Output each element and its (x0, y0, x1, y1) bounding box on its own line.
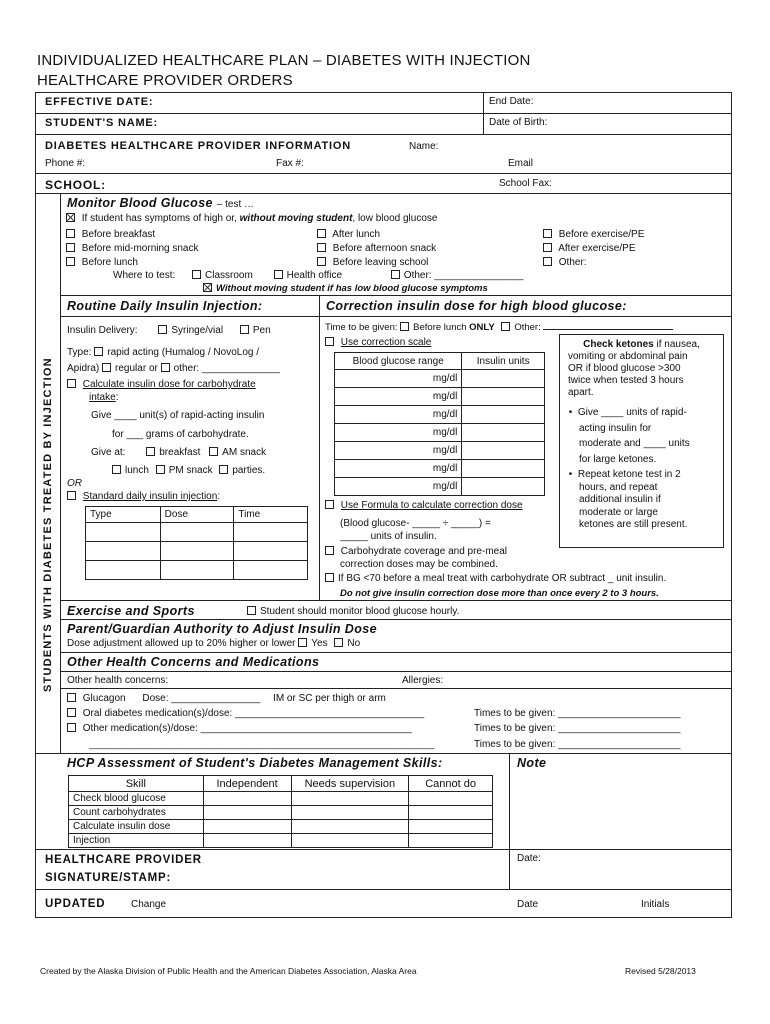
end-date-label: End Date: (489, 96, 534, 107)
date-of-birth-label: Date of Birth: (489, 117, 548, 128)
skill-cell[interactable] (203, 806, 291, 820)
bg-range-cell[interactable]: mg/dl (335, 370, 462, 388)
dose-cell[interactable] (86, 523, 161, 542)
before-lunch-only-checkbox[interactable] (400, 322, 409, 331)
glucagon-checkbox[interactable] (67, 693, 76, 702)
skill-cell[interactable] (409, 806, 493, 820)
glucagon-row: Glucagon Dose: ________________ IM or SC per thigh or arm (67, 693, 386, 704)
where-to-test-row: Where to test: Classroom Health office Other: ________________ (113, 270, 524, 281)
skill-cell[interactable] (203, 820, 291, 834)
skill-cell[interactable] (291, 792, 409, 806)
carb-coverage-checkbox[interactable] (325, 546, 334, 555)
skill-cell[interactable] (203, 834, 291, 848)
carb-coverage-row: Carbohydrate coverage and pre-meal correction doses may be combined. (325, 545, 507, 571)
other-type-checkbox[interactable] (161, 363, 170, 372)
needs-supervision-header: Needs supervision (291, 776, 409, 792)
bg-range-cell[interactable]: mg/dl (335, 478, 462, 496)
before-exercise-checkbox[interactable] (543, 229, 552, 238)
health-office-checkbox[interactable] (274, 270, 283, 279)
calculate-carb-checkbox[interactable] (67, 379, 76, 388)
without-moving-checkbox[interactable] (203, 283, 212, 292)
units-cell[interactable] (462, 388, 545, 406)
calculate-carb-row: Calculate insulin dose for carbohydrate intake: (67, 378, 256, 404)
for-grams-text: for ___ grams of carbohydrate. (112, 429, 249, 440)
dose-adjustment-row: Dose adjustment allowed up to 20% higher or lower Yes No (67, 638, 361, 649)
rapid-acting-checkbox[interactable] (94, 347, 103, 356)
other-concerns-label: Other health concerns: (67, 675, 169, 686)
use-formula-row: Use Formula to calculate correction dose (325, 500, 523, 511)
or-text: OR (67, 478, 82, 489)
units-cell[interactable] (462, 442, 545, 460)
other-medication-checkbox[interactable] (67, 723, 76, 732)
routine-insulin-title: Routine Daily Insulin Injection: (67, 299, 263, 313)
adjust-no-checkbox[interactable] (334, 638, 343, 647)
independent-header: Independent (203, 776, 291, 792)
signature-date-label: Date: (517, 853, 541, 864)
standard-daily-checkbox[interactable] (67, 491, 76, 500)
standard-dose-table (85, 506, 308, 580)
time-header: Time (234, 507, 308, 523)
use-scale-row: Use correction scale (325, 337, 431, 348)
give-at-row: Give at: breakfast AM snack (91, 447, 267, 458)
updated-date-label: Date (517, 899, 539, 910)
change-label: Change (131, 899, 167, 910)
oral-medication-checkbox[interactable] (67, 708, 76, 717)
dose-cell[interactable] (160, 542, 234, 561)
correction-title: Correction insulin dose for high blood glucose: (326, 299, 627, 313)
other-medication-row: Other medication(s)/dose: ______________________________________ (67, 723, 412, 734)
insulin-delivery-row: Insulin Delivery: Syringe/vial Pen (67, 325, 271, 336)
oral-medication-row: Oral diabetes medication(s)/dose: __________________________________ (67, 708, 424, 719)
without-moving-row: Without moving student if has low blood glucose symptoms (203, 283, 488, 294)
lunch-checkbox[interactable] (112, 465, 121, 474)
units-cell[interactable] (462, 478, 545, 496)
other-location-checkbox[interactable] (391, 270, 400, 279)
skill-row-label: Count carbohydrates (69, 806, 204, 820)
units-cell[interactable] (462, 424, 545, 442)
bg-range-cell[interactable]: mg/dl (335, 442, 462, 460)
blank-medication-line: _____________________________________________________________________ (89, 739, 435, 749)
bg-range-cell[interactable]: mg/dl (335, 424, 462, 442)
give-units-text: Give ____ unit(s) of rapid-acting insulin (91, 410, 265, 421)
monitor-col3: Before exercise/PE After exercise/PE Other: (543, 228, 644, 270)
dose-cell[interactable] (160, 523, 234, 542)
effective-date-label: EFFECTIVE DATE: (45, 96, 154, 108)
other-times-text: Times to be given: ______________________ (474, 723, 681, 734)
use-scale-checkbox[interactable] (325, 337, 334, 346)
after-lunch-checkbox[interactable] (317, 229, 326, 238)
before-breakfast-checkbox[interactable] (66, 229, 75, 238)
other-health-title: Other Health Concerns and Medications (67, 655, 320, 669)
signature-label-1: HEALTHCARE PROVIDER (45, 854, 202, 866)
before-lunch-checkbox[interactable] (66, 257, 75, 266)
dose-cell[interactable] (86, 561, 161, 580)
school-fax-label: School Fax: (499, 178, 552, 189)
signature-label-2: SIGNATURE/STAMP: (45, 872, 172, 884)
skill-cell[interactable] (291, 806, 409, 820)
skill-cell[interactable] (409, 792, 493, 806)
provider-name-label: Name: (409, 141, 439, 152)
skill-row-label: Injection (69, 834, 204, 848)
do-not-give-text: Do not give insulin correction dose more than once every 2 to 3 hours. (340, 588, 659, 599)
before-leaving-school-checkbox[interactable] (317, 257, 326, 266)
bg-range-cell[interactable]: mg/dl (335, 388, 462, 406)
units-cell[interactable] (462, 370, 545, 388)
skill-cell[interactable] (291, 834, 409, 848)
type-header: Type (86, 507, 161, 523)
cannot-do-header: Cannot do (409, 776, 493, 792)
symptoms-checkbox[interactable] (66, 213, 75, 222)
side-label-vertical: STUDENTS WITH DIABETES TREATED BY INJECTION (42, 357, 54, 692)
standard-daily-row: Standard daily insulin injection: (67, 491, 220, 502)
use-formula-checkbox[interactable] (325, 500, 334, 509)
allergies-label: Allergies: (402, 675, 444, 686)
footer-credit: Created by the Alaska Division of Public Health and the American Diabetes Association, Alaska Area (40, 966, 417, 976)
bg-range-cell[interactable]: mg/dl (335, 406, 462, 424)
exercise-title: Exercise and Sports (67, 604, 195, 618)
assessment-title: HCP Assessment of Student's Diabetes Management Skills: (67, 756, 443, 770)
note-title: Note (517, 756, 547, 770)
classroom-checkbox[interactable] (192, 270, 201, 279)
after-exercise-checkbox[interactable] (543, 243, 552, 252)
before-afternoon-snack-checkbox[interactable] (317, 243, 326, 252)
formula-text-2: _____ units of insulin. (340, 531, 437, 542)
dose-cell[interactable] (86, 542, 161, 561)
dose-cell[interactable] (234, 561, 308, 580)
updated-label: UPDATED (45, 898, 106, 910)
ketones-box: Check ketones if nausea, vomiting or abdominal pain OR if blood glucose >300 twice when tested 3 hours apart. • Give ____ units of rapid- acting insulin for moderate and ____ units for large ketones. • Repeat ketone test in 2 hours, and repeat additional insulin if moderate or large ketones are still present. (559, 334, 724, 548)
dose-cell[interactable] (160, 561, 234, 580)
bg70-checkbox[interactable] (325, 573, 334, 582)
email-label: Email (508, 158, 534, 169)
monitor-hourly-checkbox[interactable] (247, 606, 256, 615)
pm-snack-checkbox[interactable] (156, 465, 165, 474)
skill-cell[interactable] (409, 820, 493, 834)
oral-times-text: Times to be given: ______________________ (474, 708, 681, 719)
bg-range-cell[interactable]: mg/dl (335, 460, 462, 478)
other-time-checkbox[interactable] (543, 257, 552, 266)
dose-cell[interactable] (234, 523, 308, 542)
monitor-col1: Before breakfast Before mid-morning snack Before lunch (66, 228, 199, 270)
formula-text: (Blood glucose- _____ ÷ _____) = (340, 518, 491, 529)
dose-header: Dose (160, 507, 234, 523)
skill-cell[interactable] (203, 792, 291, 806)
dose-cell[interactable] (234, 542, 308, 561)
skill-row-label: Check blood glucose (69, 792, 204, 806)
skills-table (68, 775, 493, 848)
pen-checkbox[interactable] (240, 325, 249, 334)
bg70-row: If BG <70 before a meal treat with carbohydrate OR subtract _ unit insulin. (325, 573, 666, 584)
adjust-yes-checkbox[interactable] (298, 638, 307, 647)
units-cell[interactable] (462, 406, 545, 424)
initials-label: Initials (641, 899, 670, 910)
skill-header: Skill (69, 776, 204, 792)
units-cell[interactable] (462, 460, 545, 478)
parent-authority-title: Parent/Guardian Authority to Adjust Insulin Dose (67, 622, 377, 636)
footer-revised: Revised 5/28/2013 (625, 966, 696, 976)
syringe-checkbox[interactable] (158, 325, 167, 334)
provider-info-label: DIABETES HEALTHCARE PROVIDER INFORMATION (45, 140, 351, 152)
monitor-title: Monitor Blood Glucose – test … (67, 196, 255, 210)
phone-label: Phone #: (45, 158, 86, 169)
give-at-row-2: lunch PM snack parties. (112, 465, 265, 476)
regular-checkbox[interactable] (102, 363, 111, 372)
am-snack-checkbox[interactable] (209, 447, 218, 456)
other-time-given-checkbox[interactable] (501, 322, 510, 331)
form-title-line1: INDIVIDUALIZED HEALTHCARE PLAN – DIABETES WITH INJECTION (37, 52, 531, 69)
time-given-row: Time to be given: Before lunch ONLY Other: (325, 322, 673, 333)
school-label: SCHOOL: (45, 178, 106, 192)
skill-cell[interactable] (409, 834, 493, 848)
skill-row-label: Calculate insulin dose (69, 820, 204, 834)
student-name-label: STUDENT'S NAME: (45, 117, 159, 129)
monitor-col2: After lunch Before afternoon snack Before leaving school (317, 228, 436, 270)
before-mid-morning-snack-checkbox[interactable] (66, 243, 75, 252)
form-title-line2: HEALTHCARE PROVIDER ORDERS (37, 72, 293, 89)
blank-times-text: Times to be given: ______________________ (474, 739, 681, 750)
correction-scale-table (334, 352, 545, 496)
breakfast-checkbox[interactable] (146, 447, 155, 456)
symptoms-row: If student has symptoms of high or, without moving student, low blood glucose (66, 213, 437, 224)
exercise-monitor-row: Student should monitor blood glucose hourly. (247, 606, 459, 617)
insulin-type-row: Type: rapid acting (Humalog / NovoLog / Apidra) regular or other: ______________ (67, 347, 280, 374)
insulin-units-header: Insulin units (462, 353, 545, 370)
fax-label: Fax #: (276, 158, 304, 169)
bg-range-header: Blood glucose range (335, 353, 462, 370)
skill-cell[interactable] (291, 820, 409, 834)
parties-checkbox[interactable] (219, 465, 228, 474)
